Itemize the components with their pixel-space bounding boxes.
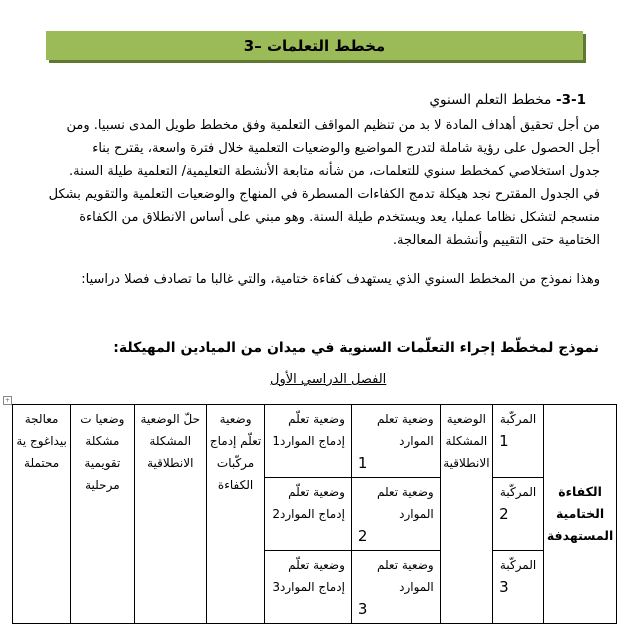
para1-line: منسجم لتشكل نظاما عمليا، يعد ويستخدم طيلة السنة. وهو مبني على أساس الانطلاق من الكفاءة	[79, 210, 600, 225]
paragraph-1	[18, 114, 600, 252]
component-label: المركّبة	[499, 412, 537, 426]
banner-title: 3– مخطط التعلمات	[243, 36, 386, 55]
table-row	[13, 405, 617, 478]
integration-line1: وضعية تعلّم	[288, 485, 345, 499]
semester-label: الفصل الدراسي الأول	[270, 372, 387, 387]
paragraph-2: وهذا نموذج من المخطط السنوي الذي يستهدف كفاءة ختامية، والتي غالبا ما تصادف فصلا دراسيا:	[81, 272, 600, 287]
resource-situation-cell	[351, 405, 440, 478]
integration-line2: إدماج الموارد2	[272, 507, 345, 521]
section-title: مخطط التعلم السنوي	[429, 92, 552, 108]
section-heading	[18, 92, 586, 108]
integration-line1: وضعية تعلّم	[288, 412, 345, 426]
component-cell	[493, 551, 544, 624]
section-banner	[46, 31, 583, 60]
remediation-cell: معالجة بيداغوج ية محتملة	[13, 405, 71, 624]
component-cell	[493, 478, 544, 551]
para1-line: من أجل تحقيق أهداف المادة لا بد من تنظيم المواقف التعلمية وفق مخطط طويل المدى نسبيا. ومن	[66, 118, 600, 133]
integration-line1: وضعية تعلّم	[288, 558, 345, 572]
solve-starting-cell: حلّ الوضعية المشكلة الانطلاقية	[134, 405, 206, 624]
resource-number: 1	[357, 454, 368, 472]
section-number: 3-1-	[556, 92, 586, 108]
integration-line2: إدماج الموارد3	[272, 580, 345, 594]
component-number: 1	[499, 432, 509, 450]
para1-line: في الجدول المقترح نجد هيكلة تدمج الكفاءات المسطرة في المنهاج والوضعيات التعلمية والتقويم بشكل	[48, 187, 600, 202]
annual-plan-table	[12, 404, 617, 624]
final-competence-cell: الكفاءة الختامية المستهدفة	[544, 405, 617, 624]
competence-integration-cell: وضعية تعلّم إدماج مركّبات الكفاءة	[206, 405, 264, 624]
resource-label: وضعية تعلم الموارد	[376, 558, 434, 594]
component-label: المركّبة	[499, 558, 537, 572]
starting-situation-cell: الوضعية المشكلة الانطلاقية	[440, 405, 492, 624]
formative-evaluation-cell: وضعيا ت مشكلة تقويمية مرحلية	[71, 405, 134, 624]
para1-line: الختامية حتى التقييم وأنشطة المعالجة.	[392, 233, 600, 248]
resource-situation-cell	[351, 478, 440, 551]
resource-label: وضعية تعلم الموارد	[376, 485, 434, 521]
component-label: المركّبة	[499, 485, 537, 499]
component-number: 3	[499, 578, 509, 596]
resource-situation-cell	[351, 551, 440, 624]
document-body	[18, 92, 600, 290]
table-move-handle-icon[interactable]: +	[4, 397, 11, 404]
integration-situation-cell	[265, 478, 352, 551]
para1-line: أجل الحصول على رؤية شاملة لتدرج المواضيع والوضعيات التعلمية خلال فترة واسعة، يقترح بناء	[92, 141, 600, 156]
resource-label: وضعية تعلم الموارد	[376, 412, 434, 448]
integration-situation-cell	[265, 551, 352, 624]
model-title: نموذج لمخطّط إجراء التعلّمات السنوية في ميدان من الميادين المهيكلة:	[113, 340, 599, 356]
integration-situation-cell	[265, 405, 352, 478]
integration-line2: إدماج الموارد1	[272, 434, 345, 448]
resource-number: 3	[357, 600, 368, 618]
component-number: 2	[499, 505, 509, 523]
para1-line: جدول استخلاصي كمخطط سنوي للتعلمات، من شأنه متابعة الأنشطة التعليمية/ التعلمية طيلة السنة.	[69, 164, 600, 179]
resource-number: 2	[357, 527, 368, 545]
component-cell	[493, 405, 544, 478]
